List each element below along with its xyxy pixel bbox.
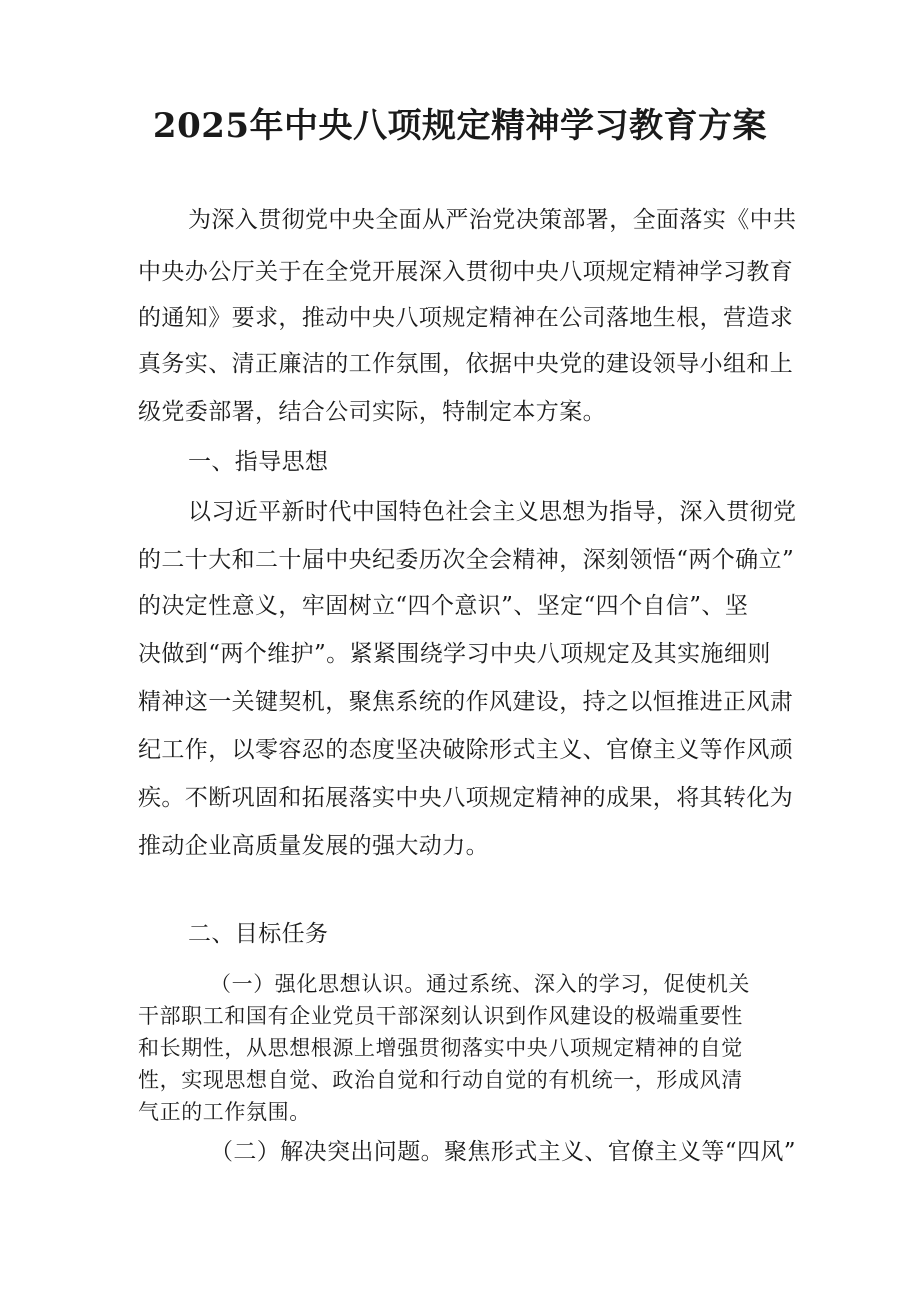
paragraph-line: 真务实、清正廉洁的工作氛围，依据中央党的建设领导小组和上 (138, 351, 794, 377)
paragraph-line: 疾。不断巩固和拓展落实中央八项规定精神的成果，将其转化为 (138, 785, 794, 811)
paragraph-line: （二）解决突出问题。聚焦形式主义、官僚主义等“四风” (210, 1139, 796, 1165)
paragraph-line: 以习近平新时代中国特色社会主义思想为指导，深入贯彻党 (188, 499, 797, 525)
paragraph-line: 决做到“两个维护”。紧紧围绕学习中央八项规定及其实施细则 (138, 641, 771, 667)
paragraph-line: 级党委部署，结合公司实际，特制定本方案。 (138, 399, 606, 425)
paragraph-line: 推动企业高质量发展的强大动力。 (138, 833, 489, 859)
paragraph-line: 纪工作，以零容忍的态度坚决破除形式主义、官僚主义等作风顽 (138, 737, 794, 763)
paragraph-line: 性，实现思想自觉、政治自觉和行动自觉的有机统一，形成风清 (138, 1068, 743, 1092)
paragraph-line: 的决定性意义，牢固树立“四个意识”、坚定“四个自信”、坚 (138, 593, 749, 619)
paragraph-line: （一）强化思想认识。通过系统、深入的学习，促使机关 (210, 972, 750, 996)
document-title: 2025年中央八项规定精神学习教育方案 (152, 106, 768, 146)
paragraph-line: 气正的工作氛围。 (138, 1100, 311, 1124)
paragraph-line: 的二十大和二十届中央纪委历次全会精神，深刻领悟“两个确立” (138, 547, 795, 573)
paragraph-line: 为深入贯彻党中央全面从严治党决策部署，全面落实《中共 (188, 207, 797, 233)
paragraph-line: 的通知》要求，推动中央八项规定精神在公司落地生根，营造求 (138, 305, 794, 331)
section-heading: 一、指导思想 (188, 449, 329, 475)
section-heading: 二、目标任务 (188, 921, 329, 947)
paragraph-line: 精神这一关键契机，聚焦系统的作风建设，持之以恒推进正风肃 (138, 689, 794, 715)
paragraph-line: 中央办公厅关于在全党开展深入贯彻中央八项规定精神学习教育 (138, 259, 794, 285)
paragraph-line: 干部职工和国有企业党员干部深刻认识到作风建设的极端重要性 (138, 1004, 743, 1028)
paragraph-line: 和长期性，从思想根源上增强贯彻落实中央八项规定精神的自觉 (138, 1036, 743, 1060)
